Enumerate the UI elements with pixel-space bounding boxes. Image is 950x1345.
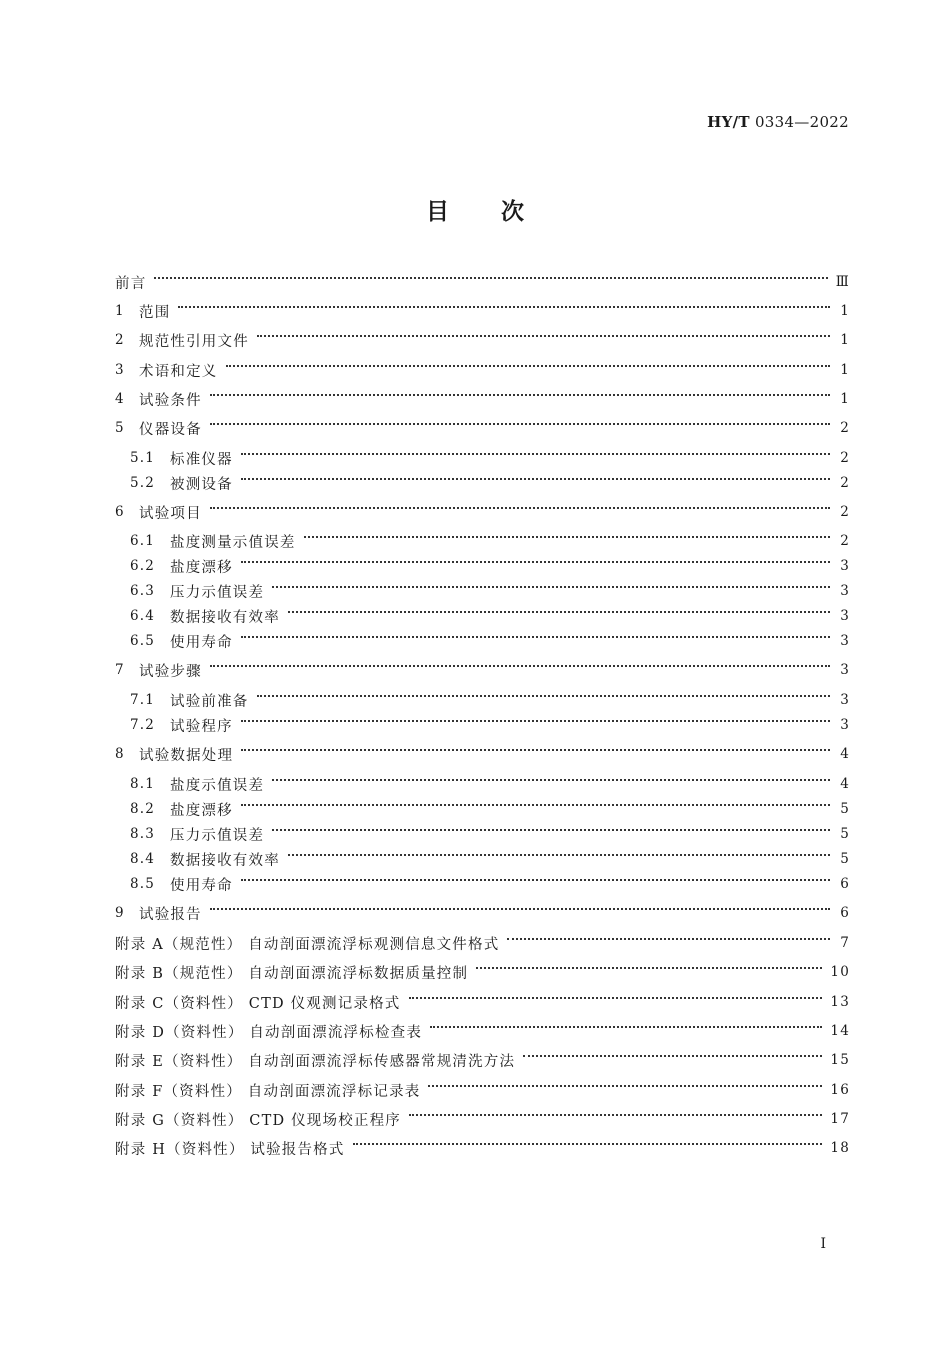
toc-leader-dots [226, 365, 831, 367]
toc-entry-number: 8.5 [130, 876, 156, 892]
toc-leader-dots [409, 1114, 822, 1116]
toc-entry-page: 3 [840, 558, 850, 574]
toc-entry-number: 7 [115, 662, 125, 678]
toc-entry [115, 742, 850, 766]
toc-leader-dots [272, 586, 830, 588]
document-code-prefix: HY/T [707, 113, 750, 131]
toc-entry-page: 3 [840, 608, 850, 624]
toc-entry-page: 1 [840, 303, 850, 319]
toc-entry-number: 5 [115, 420, 125, 436]
toc-leader-dots [210, 507, 830, 509]
toc-entry-label: 附录 D（资料性） 自动剖面漂流浮标检查表 [115, 1024, 423, 1041]
toc-leader-dots [272, 829, 830, 831]
toc-leader-dots [154, 277, 827, 279]
toc-entry-page: 4 [840, 776, 850, 792]
toc-entry [130, 554, 850, 578]
toc-entry-label: 试验步骤 [139, 663, 202, 680]
toc-entry-label: 附录 H（资料性） 试验报告格式 [115, 1141, 345, 1158]
toc-entry-page: 2 [840, 475, 850, 491]
toc-entry-page: 10 [830, 964, 850, 980]
toc-entry-label: 数据接收有效率 [170, 852, 280, 869]
toc-entry-number: 1 [115, 303, 125, 319]
toc-entry-page: 1 [840, 391, 850, 407]
toc-entry-page: 1 [840, 332, 850, 348]
toc-entry [130, 847, 850, 871]
toc-entry-label: 压力示值误差 [170, 827, 265, 844]
toc-entry-number: 8 [115, 746, 125, 762]
page-title: 目次 [426, 198, 576, 225]
toc-entry-number: 8.4 [130, 851, 156, 867]
footer-page-number: I [820, 1236, 826, 1252]
toc-leader-dots [257, 335, 830, 337]
toc-leader-dots [241, 879, 830, 881]
toc-entry-label: 附录 B（规范性） 自动剖面漂流浮标数据质量控制 [115, 965, 469, 982]
toc-entry-page: 3 [840, 583, 850, 599]
toc-entry-label: 试验项目 [139, 505, 202, 522]
toc-entry [130, 579, 850, 603]
toc-entry-label: 盐度示值误差 [170, 777, 265, 794]
toc-entry-label: 试验报告 [139, 906, 202, 923]
toc-entry [115, 990, 850, 1014]
toc-leader-dots [507, 938, 830, 940]
toc-entry-number: 2 [115, 332, 125, 348]
toc-leader-dots [241, 478, 830, 480]
toc-entry [115, 416, 850, 440]
toc-entry [115, 270, 850, 294]
toc-entry-label: 盐度漂移 [170, 559, 233, 576]
toc-entry [130, 446, 850, 470]
toc-entry-number: 8.2 [130, 801, 156, 817]
toc-entry [115, 500, 850, 524]
toc-leader-dots [241, 636, 830, 638]
toc-entry-number: 5.1 [130, 450, 156, 466]
toc-entry-page: 2 [840, 533, 850, 549]
toc-entry-label: 数据接收有效率 [170, 609, 280, 626]
toc-entry-number: 6.1 [130, 533, 156, 549]
toc-leader-dots [210, 908, 830, 910]
toc-entry-page: 3 [840, 633, 850, 649]
toc-entry-label: 规范性引用文件 [139, 333, 249, 350]
toc-entry-page: 2 [840, 504, 850, 520]
toc-entry-page: 3 [840, 717, 850, 733]
toc-entry-number: 7.1 [130, 692, 156, 708]
toc-entry-label: 术语和定义 [139, 363, 218, 380]
toc-entry [115, 1078, 850, 1102]
document-code [707, 113, 849, 131]
toc-entry-page: 3 [840, 692, 850, 708]
toc-entry-number: 6.5 [130, 633, 156, 649]
toc-entry-page: 16 [830, 1082, 850, 1098]
toc-leader-dots [428, 1085, 822, 1087]
toc-leader-dots [210, 665, 830, 667]
toc-entry-number: 5.2 [130, 475, 156, 491]
toc-entry-page: 1 [840, 362, 850, 378]
toc-entry-label: 附录 F（资料性） 自动剖面漂流浮标记录表 [115, 1083, 421, 1100]
toc-entry [130, 713, 850, 737]
toc-entry-number: 7.2 [130, 717, 156, 733]
toc-entry-label: 范围 [139, 304, 171, 321]
toc-entry-page: 17 [830, 1111, 850, 1127]
toc-leader-dots [523, 1055, 822, 1057]
toc-entry-page: 5 [840, 826, 850, 842]
toc-entry-number: 3 [115, 362, 125, 378]
toc-leader-dots [288, 854, 830, 856]
toc-entry-number: 8.1 [130, 776, 156, 792]
toc-leader-dots [257, 695, 831, 697]
toc-leader-dots [241, 749, 830, 751]
toc-entry [130, 822, 850, 846]
toc-entry-label: 附录 G（资料性） CTD 仪现场校正程序 [115, 1112, 402, 1129]
toc-leader-dots [241, 453, 830, 455]
toc-leader-dots [241, 720, 830, 722]
toc-entry [130, 471, 850, 495]
document-code-number: 0334—2022 [754, 113, 849, 131]
toc-entry [115, 299, 850, 323]
toc-leader-dots [353, 1143, 823, 1145]
toc-leader-dots [430, 1026, 822, 1028]
toc-entry-label: 盐度漂移 [170, 802, 233, 819]
toc-entry-page: 13 [830, 994, 850, 1010]
toc-entry [130, 688, 850, 712]
toc-entry-page: 3 [840, 662, 850, 678]
toc-entry [130, 797, 850, 821]
toc-entry-label: 使用寿命 [170, 634, 233, 651]
toc-entry-page: 2 [840, 450, 850, 466]
toc-entry-label: 被测设备 [170, 476, 233, 493]
toc-entry-label: 试验程序 [170, 718, 233, 735]
toc-entry [115, 387, 850, 411]
toc-entry-number: 6.2 [130, 558, 156, 574]
toc-leader-dots [272, 779, 830, 781]
toc-entry-page: 2 [840, 420, 850, 436]
toc-entry-label: 试验条件 [139, 392, 202, 409]
toc-entry [115, 328, 850, 352]
toc-entry-label: 附录 A（规范性） 自动剖面漂流浮标观测信息文件格式 [115, 936, 500, 953]
toc-entry-label: 试验前准备 [170, 693, 249, 710]
toc-entry-page: 4 [840, 746, 850, 762]
toc-entry-number: 6.4 [130, 608, 156, 624]
toc-entry-label: 标准仪器 [170, 451, 233, 468]
toc-leader-dots [288, 611, 830, 613]
toc-entry-label: 附录 E（资料性） 自动剖面漂流浮标传感器常规清洗方法 [115, 1053, 516, 1070]
toc-entry [130, 772, 850, 796]
toc-entry-page: 7 [840, 935, 850, 951]
toc-entry-number: 9 [115, 905, 125, 921]
toc-entry-label: 使用寿命 [170, 877, 233, 894]
toc-leader-dots [241, 561, 830, 563]
toc-entry-label: 仪器设备 [139, 421, 202, 438]
toc-entry [115, 960, 850, 984]
toc-leader-dots [409, 997, 823, 999]
toc-entry [115, 1136, 850, 1160]
toc-entry-page: 5 [840, 801, 850, 817]
toc-entry-label: 盐度测量示值误差 [170, 534, 296, 551]
toc-entry-label: 前言 [115, 275, 147, 292]
toc-leader-dots [241, 804, 830, 806]
toc-entry-page: 6 [840, 876, 850, 892]
toc-entry [115, 1019, 850, 1043]
toc-entry-page: 14 [830, 1023, 850, 1039]
toc-entry [115, 1048, 850, 1072]
toc-entry [115, 1107, 850, 1131]
toc-entry [115, 931, 850, 955]
toc-entry-label: 试验数据处理 [139, 747, 234, 764]
toc-entry-label: 压力示值误差 [170, 584, 265, 601]
toc-entry-page: 15 [830, 1052, 850, 1068]
toc-entry-number: 8.3 [130, 826, 156, 842]
toc-entry-number: 6.3 [130, 583, 156, 599]
toc-entry-label: 附录 C（资料性） CTD 仪观测记录格式 [115, 995, 401, 1012]
toc-entry [115, 901, 850, 925]
toc-entry [130, 529, 850, 553]
toc-entry-number: 6 [115, 504, 125, 520]
toc-leader-dots [210, 394, 830, 396]
toc-entry-number: 4 [115, 391, 125, 407]
toc-entry-page: 6 [840, 905, 850, 921]
toc-entry [115, 658, 850, 682]
toc-leader-dots [178, 306, 830, 308]
toc-leader-dots [304, 536, 830, 538]
toc-leader-dots [210, 423, 830, 425]
toc-entry [115, 358, 850, 382]
toc-entry [130, 629, 850, 653]
toc-entry [130, 604, 850, 628]
toc-leader-dots [476, 967, 822, 969]
toc-entry-page: 5 [840, 851, 850, 867]
toc-entry-page: Ⅲ [835, 274, 850, 290]
toc-entry [130, 872, 850, 896]
toc-entry-page: 18 [830, 1140, 850, 1156]
